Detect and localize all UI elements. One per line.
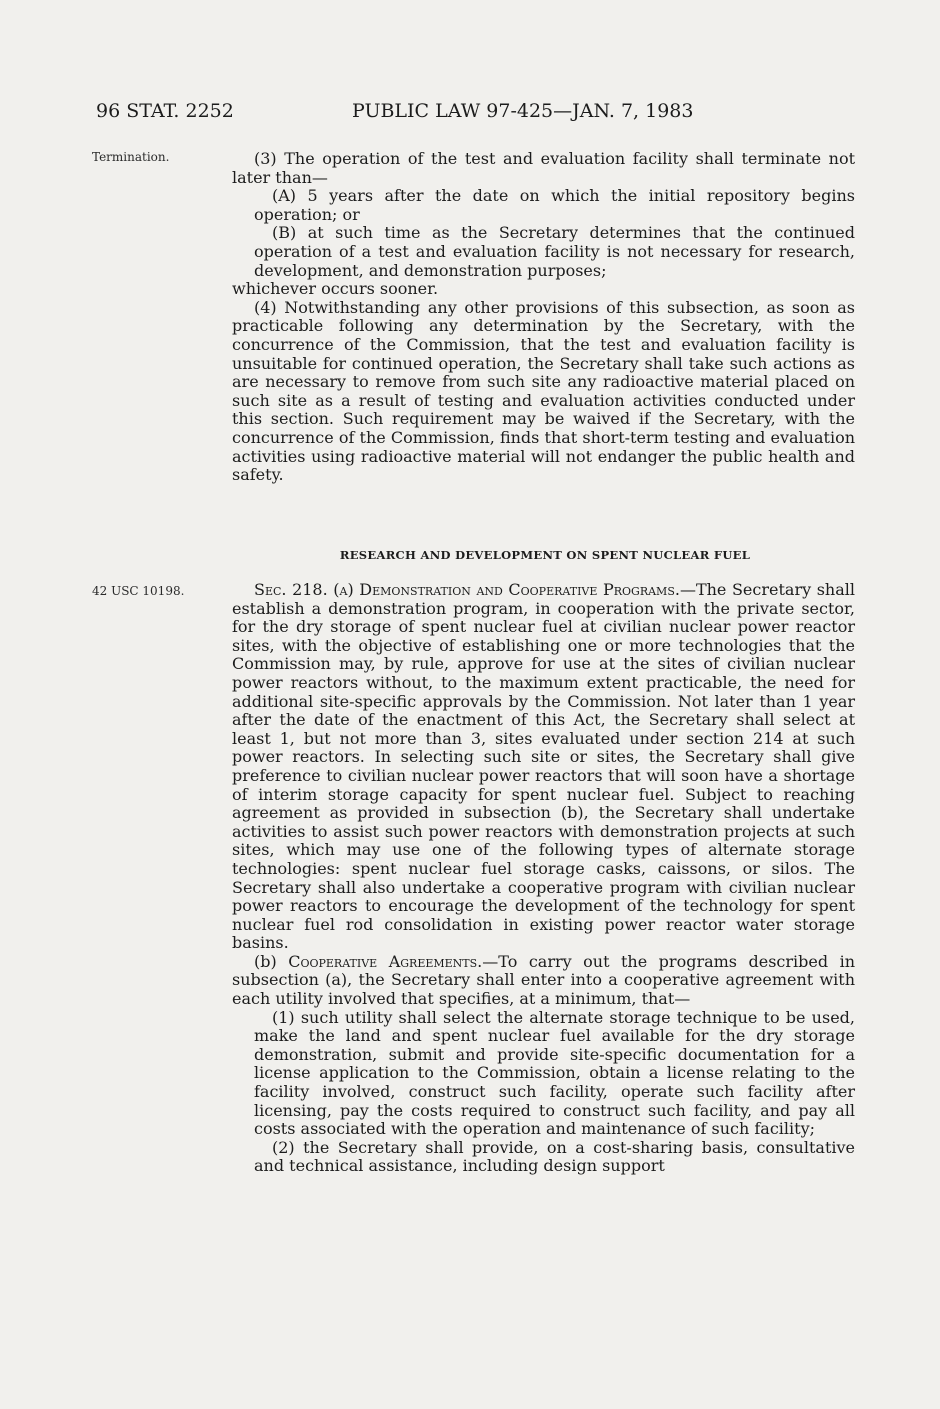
subsection-b-text: —To carry out the programs described in subsection (a), the Secretary shall enter into a cooperative agreement with each utility involved that specifies, at a minimum, that—: [232, 951, 855, 1009]
margin-note-usc: 42 USC 10198.: [92, 584, 185, 598]
stat-citation: 96 STAT. 2252: [96, 100, 234, 122]
section-218: [232, 581, 855, 1176]
section-heading: RESEARCH AND DEVELOPMENT ON SPENT NUCLEAR FUEL: [339, 548, 751, 562]
section-number: Sec. 218. (a): [254, 580, 354, 599]
paragraph-3a: (A) 5 years after the date on which the initial repository begins operation; or: [254, 186, 855, 224]
paragraph-3: (3) The operation of the test and evaluation facility shall terminate not later than—: [232, 149, 855, 187]
paragraph-4: (4) Notwithstanding any other provisions of this subsection, as soon as practicable following any determination by the Secretary, with the concurrence of the Commission, that the test and evaluation facility is unsuitable for continued operation, the Secretary shall take such actions as are necessary to remove from such site any radioactive material placed on such site as a result of testing and evaluation activities conducted under this section. Such requirement may be waived if the Secretary, with the concurrence of the Commission, finds that short-term testing and evaluation activities using radioactive material will not endanger the public health and safety.: [232, 297, 855, 485]
subsection-b: [232, 953, 855, 1009]
margin-note-termination: Termination.: [92, 150, 170, 164]
paragraph-3b: (B) at such time as the Secretary determines that the continued operation of a test and evaluation facility is not necessary for research, development, and demonstration purposes;: [254, 223, 855, 280]
subsection-a-caption: Demonstration and Cooperative Programs.: [359, 580, 680, 599]
top-section: [232, 150, 855, 485]
paragraph-b2: (2) the Secretary shall provide, on a cost-sharing basis, consultative and technical assistance, including design support: [254, 1137, 855, 1176]
subsection-b-caption: Cooperative Agreements.: [288, 951, 483, 971]
subsection-a-text: —The Secretary shall establish a demonstration program, in cooperation with the private sector, for the dry storage of spent nuclear fuel at civilian nuclear power reactor sites, with the objective of establishing one or more technologies that the Commission may, by rule, approve for use at the sites of civilian nuclear power reactors without, to the maximum extent practicable, the need for additional site-specific approvals by the Commission. Not later than 1 year after the date of the enactment of this Act, the Secretary shall select at least 1, but not more than 3, sites evaluated under section 214 at such power reactors. In selecting such site or sites, the Secretary shall give preference to civilian nuclear power reactors that will soon have a shortage of interim storage capacity for spent nuclear fuel. Subject to reaching agreement as provided in subsection (b), the Secretary shall undertake activities to assist such power reactors with demonstration projects at such sites, which may use one of the following types of alternate storage technologies: spent nuclear fuel storage casks, caissons, or silos. The Secretary shall also undertake a cooperative program with civilian nuclear power reactors to encourage the development of the technology for spent nuclear fuel rod consolidation in existing power reactor water storage basins.: [232, 580, 856, 953]
paragraph-b1: (1) such utility shall select the alternate storage technique to be used, make the land and spent nuclear fuel available for the dry storage demonstration, submit and provide site-specific documentation for a license application to the Commission, obtain a license relating to the facility involved, construct such facility, operate such facility after licensing, pay the costs required to construct such facility, and pay all costs associated with the operation and maintenance of such facility;: [254, 1007, 855, 1139]
whichever-clause: whichever occurs sooner.: [232, 279, 439, 299]
page-header-title: PUBLIC LAW 97-425—JAN. 7, 1983: [352, 100, 694, 122]
subsection-b-label: (b): [254, 951, 277, 971]
subsection-a: [232, 581, 855, 953]
